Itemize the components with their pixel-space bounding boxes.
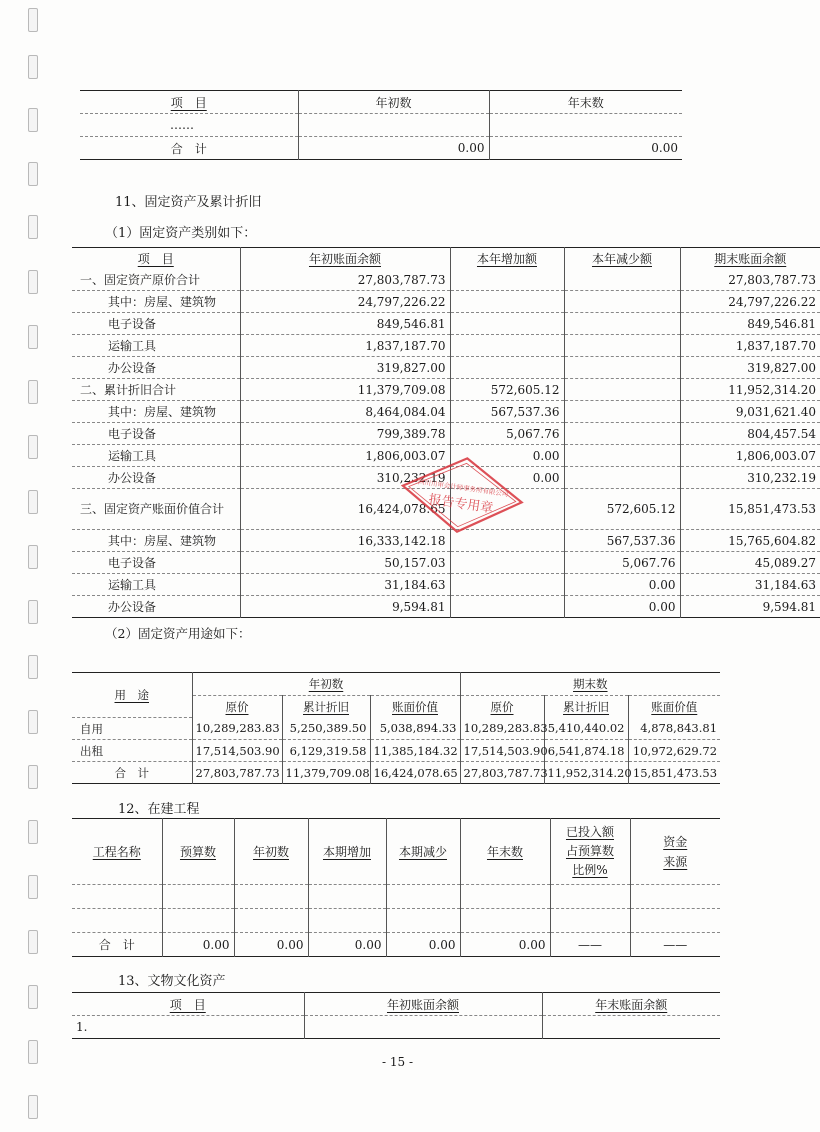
col-header: 年初数 xyxy=(298,91,489,114)
col-header: 年末数 xyxy=(489,91,682,114)
table-cell xyxy=(564,423,680,445)
col-header-use: 用 途 xyxy=(72,673,192,718)
table-row xyxy=(72,1016,720,1039)
seal-main-text: 报告专用章 xyxy=(427,492,495,517)
table-cell: 5,067.76 xyxy=(450,423,564,445)
table-cell xyxy=(450,335,564,357)
col-header: 本期增加 xyxy=(308,819,386,885)
col-header: 项 目 xyxy=(80,91,298,114)
binding-hole xyxy=(28,765,38,789)
row-label: 三、固定资产账面价值合计 xyxy=(72,489,240,530)
table-header-row xyxy=(72,819,720,885)
table-cell: 10,289,283.83 xyxy=(192,718,282,740)
table-row xyxy=(72,379,820,401)
table-cell: 567,537.36 xyxy=(564,530,680,552)
row-label: 办公设备 xyxy=(108,600,157,614)
table-cell: 24,797,226.22 xyxy=(240,291,450,313)
table-cell: 804,457.54 xyxy=(680,423,820,445)
binding-hole xyxy=(28,985,38,1009)
col-header: 本期减少 xyxy=(386,819,460,885)
table-cell: 31,184.63 xyxy=(680,574,820,596)
col-header: 年初账面余额 xyxy=(304,993,542,1016)
table-cell: 572,605.12 xyxy=(450,379,564,401)
total-label: 合 计 xyxy=(98,938,135,952)
binding-hole xyxy=(28,545,38,569)
binding-hole xyxy=(28,600,38,624)
table-cell xyxy=(298,114,489,137)
binding-hole xyxy=(28,820,38,844)
row-label: 电子设备 xyxy=(72,552,240,574)
binding-hole xyxy=(28,55,38,79)
asset-use-table xyxy=(72,672,720,784)
table-cell: 16,424,078.65 xyxy=(370,762,460,784)
row-label: 运输工具 xyxy=(72,335,240,357)
row-label: 自用 xyxy=(72,718,192,740)
table-row xyxy=(72,357,820,379)
col-header-begin: 年初数 xyxy=(192,673,460,696)
table-cell: 0.00 xyxy=(564,574,680,596)
table-cell: 0.00 xyxy=(564,596,680,618)
fixed-asset-table xyxy=(72,247,820,618)
table-cell xyxy=(564,291,680,313)
table-cell: 310,232.19 xyxy=(680,467,820,489)
table-cell xyxy=(450,552,564,574)
total-row xyxy=(72,933,720,957)
col-header: 累计折旧 xyxy=(544,695,628,717)
table-cell xyxy=(564,445,680,467)
row-label: 电子设备 xyxy=(72,313,240,335)
ellipsis-cell: …… xyxy=(80,114,298,137)
table-cell xyxy=(450,269,564,291)
table-row xyxy=(72,574,820,596)
table-cell: 1,837,187.70 xyxy=(680,335,820,357)
table-cell: 31,184.63 xyxy=(240,574,450,596)
col-header: 年末账面余额 xyxy=(542,993,720,1016)
fixed-asset-rows xyxy=(72,269,820,618)
row-label: 出租 xyxy=(72,740,192,762)
table-cell: —— xyxy=(550,933,630,957)
binding-hole xyxy=(28,710,38,734)
table-cell xyxy=(304,1016,542,1039)
table-cell: 11,379,709.08 xyxy=(240,379,450,401)
construction-table xyxy=(72,818,720,957)
binding-hole xyxy=(28,380,38,404)
table-row xyxy=(72,762,720,784)
table-cell: 17,514,503.90 xyxy=(192,740,282,762)
binding-hole xyxy=(28,215,38,239)
binding-hole xyxy=(28,1095,38,1119)
binding-hole xyxy=(28,8,38,32)
table-row xyxy=(72,909,720,933)
section-heading: 13、文物文化资产 xyxy=(118,974,226,989)
table-cell: 1. xyxy=(76,1020,88,1034)
col-header: 累计折旧 xyxy=(282,695,370,717)
cultural-assets-table xyxy=(72,992,720,1039)
table-cell xyxy=(450,291,564,313)
table-row xyxy=(72,401,820,423)
col-header: 本年减少额 xyxy=(564,248,680,270)
table-cell: 11,952,314.20 xyxy=(544,762,628,784)
row-label: 一、固定资产原价合计 xyxy=(72,269,240,291)
table-cell: 319,827.00 xyxy=(680,357,820,379)
table-cell: 319,827.00 xyxy=(240,357,450,379)
table-header-row xyxy=(72,993,720,1016)
prev-section-table xyxy=(80,90,682,160)
binding-hole xyxy=(28,435,38,459)
table-cell: 572,605.12 xyxy=(564,489,680,530)
table-cell: 5,250,389.50 xyxy=(282,718,370,740)
col-header-line: 比例% xyxy=(572,863,608,877)
table-row xyxy=(72,269,820,291)
table-cell xyxy=(564,335,680,357)
binding-hole xyxy=(28,270,38,294)
table-cell: 0.00 xyxy=(386,933,460,957)
table-cell: 799,389.78 xyxy=(240,423,450,445)
binding-hole xyxy=(28,325,38,349)
table-row xyxy=(72,740,720,762)
table-row xyxy=(72,313,820,335)
col-header-ratio xyxy=(550,819,630,885)
row-label: 运输工具 xyxy=(72,574,240,596)
col-header: 账面价值 xyxy=(628,695,720,717)
table-cell: 5,410,440.02 xyxy=(544,718,628,740)
binding-hole xyxy=(28,1040,38,1064)
table-cell: 567,537.36 xyxy=(450,401,564,423)
col-header-line: 资金 xyxy=(663,834,688,849)
table-cell: 50,157.03 xyxy=(240,552,450,574)
table-cell: 9,594.81 xyxy=(680,596,820,618)
table-row xyxy=(72,885,720,909)
row-label: 合 计 xyxy=(114,765,149,780)
col-header: 期末账面余额 xyxy=(680,248,820,270)
table-cell xyxy=(564,269,680,291)
col-header-line: 来源 xyxy=(663,854,688,869)
col-header: 年初数 xyxy=(234,819,308,885)
table-cell: 0.00 xyxy=(234,933,308,957)
table-cell: 45,089.27 xyxy=(680,552,820,574)
binding-margin xyxy=(0,0,50,1132)
subsection-heading: （1）固定资产类别如下： xyxy=(105,226,257,241)
table-cell: 1,806,003.07 xyxy=(680,445,820,467)
col-header-end: 期末数 xyxy=(460,673,720,696)
section-heading: 12、在建工程 xyxy=(118,802,200,817)
col-header: 预算数 xyxy=(162,819,234,885)
table-row xyxy=(72,718,720,740)
table-header-row xyxy=(80,91,682,114)
binding-hole xyxy=(28,108,38,132)
table-cell: 1,806,003.07 xyxy=(240,445,450,467)
report-seal-stamp xyxy=(398,456,526,536)
table-cell: 5,038,894.33 xyxy=(370,718,460,740)
table-cell: 16,424,078.65 xyxy=(240,489,450,530)
table-cell xyxy=(450,357,564,379)
table-cell: 27,803,787.73 xyxy=(240,269,450,291)
row-label: 办公设备 xyxy=(72,357,240,379)
binding-hole xyxy=(28,875,38,899)
col-header: 项 目 xyxy=(72,993,304,1016)
table-row xyxy=(72,596,820,618)
table-cell xyxy=(489,114,682,137)
table-cell: 6,129,319.58 xyxy=(282,740,370,762)
table-cell: 6,541,874.18 xyxy=(544,740,628,762)
table-cell: 27,803,787.73 xyxy=(460,762,544,784)
table-cell: 0.00 xyxy=(450,445,564,467)
table-cell xyxy=(542,1016,720,1039)
binding-hole xyxy=(28,490,38,514)
col-header-line: 已投入额 xyxy=(565,825,614,839)
table-cell xyxy=(450,596,564,618)
table-cell: 16,333,142.18 xyxy=(240,530,450,552)
table-cell: —— xyxy=(630,933,720,957)
binding-hole xyxy=(28,655,38,679)
row-label: 办公设备 xyxy=(72,467,240,489)
table-cell: 4,878,843.81 xyxy=(628,718,720,740)
col-header: 年末数 xyxy=(460,819,550,885)
table-cell xyxy=(564,357,680,379)
table-cell: 24,797,226.22 xyxy=(680,291,820,313)
row-label: 其中：房屋、建筑物 xyxy=(72,401,240,423)
table-cell: 1,837,187.70 xyxy=(240,335,450,357)
table-cell: 0.00 xyxy=(460,933,550,957)
table-cell: 17,514,503.90 xyxy=(460,740,544,762)
section-heading: 11、固定资产及累计折旧 xyxy=(115,195,262,210)
table-cell: 15,851,473.53 xyxy=(680,489,820,530)
table-cell: 0.00 xyxy=(450,467,564,489)
table-cell: 27,803,787.73 xyxy=(192,762,282,784)
table-cell: 5,067.76 xyxy=(564,552,680,574)
seal-org-text: 四川川审会计师事务所有限公司 xyxy=(417,477,509,499)
asset-use-rows xyxy=(72,718,720,784)
table-cell: 849,546.81 xyxy=(240,313,450,335)
table-cell: 11,385,184.32 xyxy=(370,740,460,762)
table-cell: 0.00 xyxy=(298,137,489,160)
table-row xyxy=(72,291,820,313)
table-cell: 849,546.81 xyxy=(680,313,820,335)
table-cell: 27,803,787.73 xyxy=(680,269,820,291)
col-header: 账面价值 xyxy=(370,695,460,717)
total-label: 合 计 xyxy=(170,141,207,156)
binding-hole xyxy=(28,930,38,954)
col-header: 原价 xyxy=(460,695,544,717)
table-cell: 310,232.19 xyxy=(240,467,450,489)
table-row xyxy=(72,423,820,445)
col-header: 工程名称 xyxy=(72,819,162,885)
table-cell: 10,289,283.83 xyxy=(460,718,544,740)
row-label: 二、累计折旧合计 xyxy=(72,379,240,401)
table-cell: 9,031,621.40 xyxy=(680,401,820,423)
table-cell: 8,464,084.04 xyxy=(240,401,450,423)
row-label: 电子设备 xyxy=(72,423,240,445)
table-cell: 9,594.81 xyxy=(240,596,450,618)
table-row xyxy=(80,114,682,137)
table-cell: 15,765,604.82 xyxy=(680,530,820,552)
binding-hole xyxy=(28,162,38,186)
col-header-source xyxy=(630,819,720,885)
page-number: - 15 - xyxy=(382,1055,414,1069)
table-cell: 0.00 xyxy=(308,933,386,957)
col-header: 本年增加额 xyxy=(450,248,564,270)
table-cell: 10,972,629.72 xyxy=(628,740,720,762)
table-cell xyxy=(450,313,564,335)
col-header-line: 占预算数 xyxy=(565,844,614,858)
table-cell: 0.00 xyxy=(162,933,234,957)
table-cell xyxy=(564,379,680,401)
row-label: 其中：房屋、建筑物 xyxy=(72,530,240,552)
table-cell: 15,851,473.53 xyxy=(628,762,720,784)
table-cell: 11,952,314.20 xyxy=(680,379,820,401)
table-header-row xyxy=(72,248,820,270)
table-row xyxy=(72,335,820,357)
table-row xyxy=(72,552,820,574)
row-label: 其中：房屋、建筑物 xyxy=(72,291,240,313)
table-header-row xyxy=(72,673,720,696)
col-header: 原价 xyxy=(192,695,282,717)
subsection-heading: （2）固定资产用途如下： xyxy=(105,626,251,641)
row-label: 运输工具 xyxy=(72,445,240,467)
table-cell: 0.00 xyxy=(489,137,682,160)
col-header: 项 目 xyxy=(137,252,174,266)
col-header: 年初账面余额 xyxy=(240,248,450,270)
table-cell xyxy=(450,574,564,596)
table-cell: 11,379,709.08 xyxy=(282,762,370,784)
table-cell xyxy=(564,313,680,335)
table-cell xyxy=(564,401,680,423)
table-row xyxy=(80,137,682,160)
table-cell xyxy=(564,467,680,489)
